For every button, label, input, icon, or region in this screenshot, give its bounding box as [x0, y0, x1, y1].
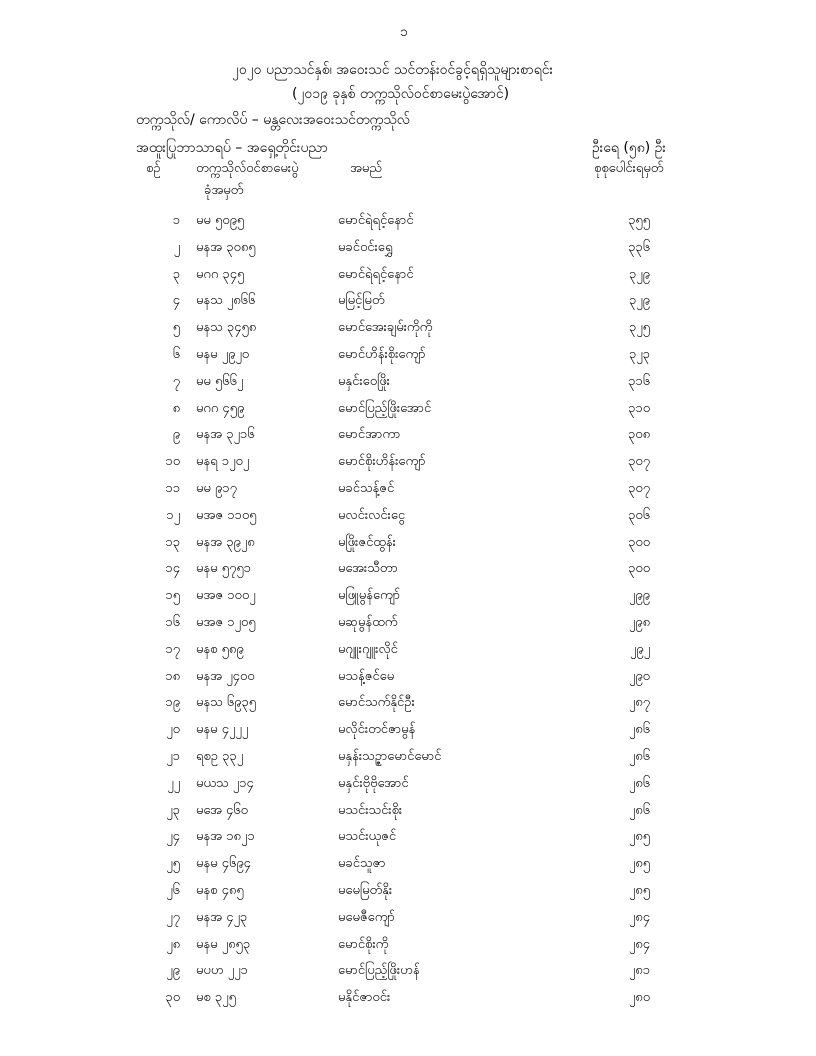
total-marks: ၂၉၈ [628, 614, 650, 630]
table-row [0, 346, 816, 373]
total-marks: ၂၈၄ [628, 936, 650, 952]
student-name: မနှန်းသဉ္ဇာမောင်မောင် [338, 748, 442, 764]
total-marks: ၂၈၁ [628, 963, 650, 979]
student-name: မောင်အာကာ [338, 427, 401, 443]
row-number: ၈ [172, 400, 180, 416]
roll-number: ရစဥ ၃၃၂ [196, 748, 244, 764]
roll-number: မနအ ၄၂၃ [196, 909, 248, 925]
table-row [0, 373, 816, 400]
student-name: မလိုင်းတင်ဇာမွန် [338, 722, 416, 738]
roll-number: မဂဂ ၄၅၉ [196, 400, 245, 416]
row-number: ၁၇ [165, 641, 180, 657]
row-number: ၂၈ [166, 936, 180, 952]
row-number: ၃၀ [165, 990, 180, 1006]
column-header-roll: တက္ကသိုလ်ဝင်စာမေးပွဲ [196, 161, 299, 176]
page-number: ၁ [400, 24, 408, 40]
student-name: မောင်ပြည့်ဖြိုးအောင် [338, 400, 432, 416]
roll-number: မနစ ၄၈၅ [196, 882, 244, 898]
row-number: ၂၁ [166, 748, 180, 764]
student-name: မခင်ဝင်းရွှေ [338, 239, 393, 255]
roll-number: မယသ ၂၁၄ [196, 775, 254, 791]
student-name: မောင်ရဲရင့်နောင် [338, 266, 414, 282]
roll-number: မနအ ၃၀၈၅ [196, 239, 256, 255]
row-number: ၁၂ [166, 507, 180, 523]
total-marks: ၃၀၆ [628, 507, 650, 523]
row-number: ၅ [172, 320, 180, 336]
table-row [0, 400, 816, 427]
roll-number: မစ ၃၂၅ [196, 990, 236, 1006]
total-marks: ၂၈၅ [628, 856, 650, 872]
total-marks: ၂၈၆ [628, 775, 650, 791]
table-row [0, 560, 816, 587]
column-header-no: စဉ် [146, 161, 161, 176]
total-marks: ၃၁၀ [628, 400, 650, 416]
total-marks: ၂၉၂ [629, 641, 650, 657]
row-number: ၆ [172, 346, 180, 362]
student-name: မသင်းယုဇင် [338, 829, 397, 845]
table-row [0, 855, 816, 882]
roll-number: မအဇ ၁၁၀၅ [196, 507, 257, 523]
total-count: ဦးရေ (၅၈) ဦး [592, 140, 666, 156]
roll-number: မနမ ၄၆၉၄ [196, 856, 251, 872]
total-marks: ၂၉၉ [628, 588, 650, 604]
roll-number: မနရ ၁၂၀၂ [196, 454, 250, 470]
table-row [0, 775, 816, 802]
roll-number: မမ ၉၁၇ [196, 480, 237, 496]
row-number: ၉ [172, 427, 180, 443]
row-number: ၁၀ [165, 454, 180, 470]
table-row [0, 292, 816, 319]
roll-number: မနသ ၆၉၃၅ [196, 695, 257, 711]
student-name: မဖြိုးဇင်ထွန်း [338, 534, 396, 550]
table-row [0, 721, 816, 748]
column-header-roll-sub: ခုံအမှတ် [204, 183, 244, 198]
total-marks: ၂၈၆ [628, 748, 650, 764]
roll-number: မနအ ၂၄၀၀ [196, 668, 255, 684]
roll-number: မအေ ၄၆၀ [196, 802, 248, 818]
row-number: ၃ [172, 266, 180, 282]
total-marks: ၃၀၈ [627, 427, 650, 443]
row-number: ၂၂ [167, 775, 180, 791]
student-name: မနှင်းဝေဖြိုး [338, 373, 390, 389]
roll-number: မနသ ၂၈၆၆ [196, 293, 256, 309]
student-name: မခင်သန့်ဇင် [338, 480, 395, 496]
total-marks: ၂၈၇ [628, 695, 650, 711]
total-marks: ၃၀၀ [628, 561, 650, 577]
roll-number: မနအ ၃၉၂၈ [196, 534, 255, 550]
row-number: ၂ [173, 239, 180, 255]
total-marks: ၃၀၇ [628, 480, 650, 496]
total-marks: ၂၈၀ [628, 990, 650, 1006]
roll-number: မနအ ၃၂၁၆ [196, 427, 255, 443]
student-name: မလင်းလင်းငွေ [338, 507, 406, 523]
roll-number: မအဇ ၁၀၀၂ [196, 588, 256, 604]
student-name: မောင်စိုးကို [338, 936, 389, 952]
row-number: ၁၉ [165, 695, 180, 711]
table-row [0, 802, 816, 829]
student-name: မမေဇီကျော် [338, 909, 395, 925]
total-marks: ၃၀၀ [628, 534, 650, 550]
row-number: ၂၇ [166, 909, 180, 925]
row-number: ၄ [172, 293, 180, 309]
table-row [0, 507, 816, 534]
table-row [0, 828, 816, 855]
student-name: မနှင်းဗိုဗိုအောင် [338, 775, 409, 791]
student-name: မောင်ဟိန်းစိုးကျော် [338, 346, 426, 362]
roll-number: မဂဂ ၃၄၅ [196, 266, 245, 282]
table-row [0, 212, 816, 239]
total-marks: ၂၈၅ [628, 829, 650, 845]
row-number: ၂၄ [166, 829, 180, 845]
student-name: မအေးသီတာ [338, 561, 398, 577]
table-row [0, 614, 816, 641]
row-number: ၂၃ [166, 802, 180, 818]
table-row [0, 909, 816, 936]
roll-number: မနမ ၄၂၂၂ [196, 722, 249, 738]
student-name: မဂျူးဂျူးလိုင် [338, 641, 398, 657]
results-table [0, 212, 816, 1016]
major-subject-line: အထူးပြုဘာသာရပ် – အရှေ့တိုင်းပညာ [136, 140, 328, 156]
student-name: မောင်အေးချမ်းကိုကို [338, 320, 433, 336]
total-marks: ၃၁၆ [628, 373, 650, 389]
table-row [0, 239, 816, 266]
roll-number: မပဟ ၂၂၁ [196, 963, 248, 979]
student-name: မသင်းသင်းစိုး [338, 802, 403, 818]
table-row [0, 882, 816, 909]
student-name: မောင်ရဲရင့်နောင် [338, 213, 414, 228]
row-number: ၁ [172, 213, 180, 228]
document-title: ၂၀၂၀ ပညာသင်နှစ်၊ အဝေးသင် သင်တန်းဝင်ခွင့်ရရှိသူများစာရင်း [232, 62, 554, 78]
total-marks: ၃၂၃ [628, 346, 650, 362]
roll-number: မမ ၅၀၉၅ [196, 213, 245, 228]
student-name: မဖြူမွန်ကျော် [338, 588, 401, 604]
student-name: မခင်သူဇာ [338, 856, 386, 872]
student-name: မောင်ပြည့်ဖြိုးဟန် [338, 963, 420, 979]
table-row [0, 668, 816, 695]
total-marks: ၂၈၆ [628, 722, 650, 738]
student-name: မမေမြတ်နိုး [338, 882, 393, 898]
roll-number: မအဇ ၁၂၀၅ [196, 614, 256, 630]
student-name: မသန့်ဇင်မေ [338, 668, 395, 684]
row-number: ၁၅ [165, 588, 180, 604]
roll-number: မနမ ၂၉၂၀ [196, 346, 250, 362]
row-number: ၁၄ [165, 561, 180, 577]
roll-number: မနအ ၁၈၂၁ [196, 829, 255, 845]
row-number: ၁၃ [165, 534, 180, 550]
roll-number: မနစ ၅၈၉ [196, 641, 244, 657]
table-row [0, 534, 816, 561]
table-row [0, 426, 816, 453]
row-number: ၂၅ [166, 856, 180, 872]
row-number: ၂၆ [166, 882, 180, 898]
student-name: မဆုမွန်ထက် [338, 614, 398, 630]
table-row [0, 641, 816, 668]
student-name: မနိုင်ဇာဝင်း [338, 990, 391, 1006]
roll-number: မနမ ၂၈၅၃ [196, 936, 251, 952]
roll-number: မနမ ၅၇၅၁ [196, 561, 251, 577]
total-marks: ၃၅၅ [628, 213, 650, 228]
column-header-marks: စုစုပေါင်းရမှတ် [594, 161, 664, 176]
row-number: ၁၈ [165, 668, 180, 684]
total-marks: ၂၈၅ [628, 882, 650, 898]
table-row [0, 962, 816, 989]
column-header-name: အမည် [350, 161, 382, 176]
total-marks: ၃၂၅ [628, 320, 650, 336]
table-row [0, 480, 816, 507]
total-marks: ၂၈၆ [628, 802, 650, 818]
table-row [0, 319, 816, 346]
total-marks: ၃၃၆ [628, 239, 650, 255]
table-row [0, 989, 816, 1016]
table-row [0, 748, 816, 775]
table-row [0, 694, 816, 721]
table-row [0, 453, 816, 480]
roll-number: မမ ၅၆၆၂ [196, 373, 244, 389]
table-row [0, 587, 816, 614]
row-number: ၂၀ [166, 722, 180, 738]
student-name: မမြင့်မြတ် [338, 293, 385, 309]
total-marks: ၃၂၉ [628, 293, 650, 309]
student-name: မောင်စိုးဟိန်းကျော် [338, 454, 426, 470]
document-subtitle: (၂၀၁၉ ခုနှစ် တက္ကသိုလ်ဝင်စာမေးပွဲအောင်) [292, 86, 510, 102]
row-number: ၂၉ [166, 963, 180, 979]
row-number: ၇ [172, 373, 180, 389]
table-row [0, 266, 816, 293]
table-row [0, 936, 816, 963]
total-marks: ၂၈၄ [628, 909, 650, 925]
student-name: မောင်သက်နိုင်ဦး [338, 695, 415, 711]
row-number: ၁၆ [165, 614, 180, 630]
roll-number: မနသ ၃၄၅၈ [196, 320, 257, 336]
row-number: ၁၁ [165, 480, 180, 496]
total-marks: ၂၉၀ [628, 668, 650, 684]
total-marks: ၃၂၉ [628, 266, 650, 282]
total-marks: ၃၀၇ [628, 454, 650, 470]
university-line: တက္ကသိုလ်/ ကောလိပ် – မန္တလေးအဝေးသင်တက္ကသိုလ် [136, 112, 410, 128]
